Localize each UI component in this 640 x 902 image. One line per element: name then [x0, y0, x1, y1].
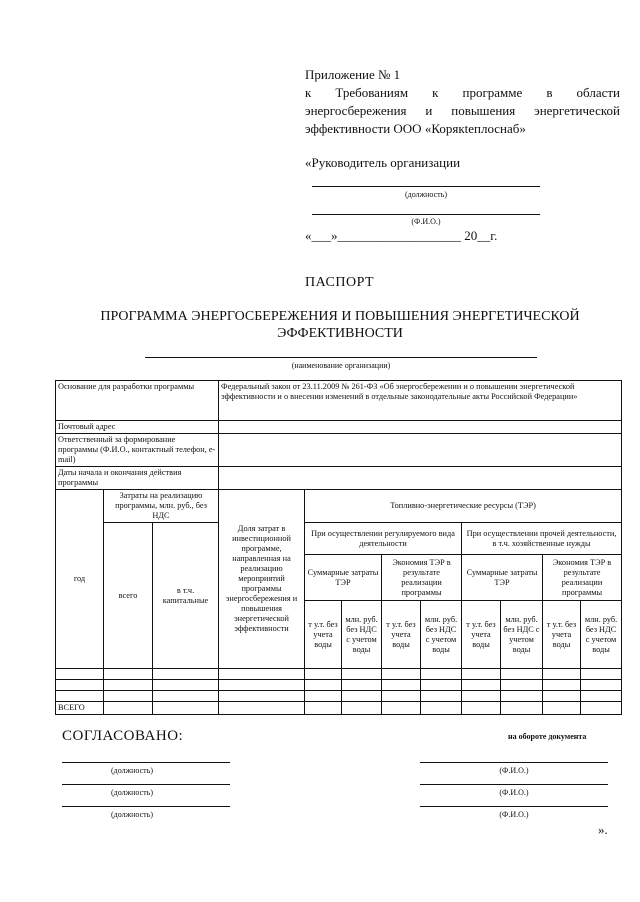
unit-tut: т у.т. без учета воды — [305, 601, 342, 669]
total-header: всего — [104, 523, 153, 669]
position-caption: (должность) — [111, 788, 153, 797]
fer-header: Топливно-энергетические ресурсы (ТЭР) — [305, 490, 622, 523]
sum-costs-header: Суммарные затраты ТЭР — [462, 555, 543, 601]
position-caption: (должность) — [111, 766, 153, 775]
unit-rub: млн. руб. без НДС с учетом воды — [342, 601, 382, 669]
total-row — [56, 702, 622, 715]
signature-line — [62, 762, 230, 763]
closing-quote: ». — [598, 822, 608, 837]
savings-header: Экономия ТЭР в результате реализации программы — [543, 555, 622, 601]
table-row — [56, 680, 622, 691]
passport-heading: ПАСПОРТ — [305, 275, 375, 290]
appendix-line: эффективности ООО «Корякteплоснаб» — [305, 121, 526, 136]
approval-head: «Руководитель организации — [305, 155, 461, 170]
position-line — [312, 186, 540, 187]
title-line: ПРОГРАММА ЭНЕРГОСБЕРЕЖЕНИЯ И ПОВЫШЕНИЯ ЭНЕРГЕТИЧЕСКОЙ — [100, 309, 580, 324]
signature-line — [420, 806, 608, 807]
table-row — [56, 669, 622, 680]
invest-share-header: Доля затрат в инвестиционной программе, направленная на реализацию мероприятий программы энергосбережения и повышения энергетической эффективности — [219, 490, 305, 669]
info-label: Основание для разработки программы — [56, 381, 219, 421]
date-line: «___»___________________ 20__г. — [305, 228, 498, 243]
unit-tut: т у.т. без учета воды — [382, 601, 421, 669]
on-back-note: на обороте документа — [508, 732, 587, 741]
table-row — [56, 691, 622, 702]
appendix-number: Приложение № 1 — [305, 67, 401, 82]
document-title — [60, 308, 620, 342]
unit-tut: т у.т. без учета воды — [462, 601, 501, 669]
org-name-caption: (наименование организации) — [291, 361, 391, 370]
info-row — [56, 467, 622, 490]
info-row — [56, 381, 622, 421]
info-value: Федеральный закон от 23.11.2009 № 261-ФЗ «Об энергосбережении и о повышении энергетической эффективности и о внесении изменений в отдельные законодательные акты Российской Федерации» — [219, 381, 622, 421]
sum-costs-header: Суммарные затраты ТЭР — [305, 555, 382, 601]
appendix-line: к Требованиям к программе в области — [305, 85, 620, 100]
signature-line — [420, 762, 608, 763]
info-value[interactable] — [219, 421, 622, 434]
unit-tut: т у.т. без учета воды — [543, 601, 581, 669]
agreed-heading: СОГЛАСОВАНО: — [62, 728, 184, 744]
name-line — [312, 214, 540, 215]
info-label: Почтовый адрес — [56, 421, 219, 434]
signature-line — [62, 784, 230, 785]
title-line: ЭФФЕКТИВНОСТИ — [277, 326, 403, 341]
costs-header: Затраты на реализацию программы, млн. руб., без НДС — [104, 490, 219, 523]
info-label: Ответственный за формирование программы (Ф.И.О., контактный телефон, e-mail) — [56, 434, 219, 467]
savings-header: Экономия ТЭР в результате реализации программы — [382, 555, 462, 601]
appendix-block — [305, 66, 620, 138]
signature-line — [420, 784, 608, 785]
unit-rub: млн. руб. без НДС с учетом воды — [581, 601, 622, 669]
name-caption: (Ф.И.О.) — [499, 810, 529, 819]
unit-rub: млн. руб. без НДС с учетом воды — [421, 601, 462, 669]
appendix-line: энергосбережения и повышения энергетической — [305, 103, 620, 118]
org-name-line — [145, 357, 537, 358]
info-row — [56, 421, 622, 434]
info-value[interactable] — [219, 434, 622, 467]
signature-line — [62, 806, 230, 807]
info-row — [56, 434, 622, 467]
name-caption: (Ф.И.О.) — [499, 766, 529, 775]
unit-rub: млн. руб. без НДС с учетом воды — [501, 601, 543, 669]
capital-header: в т.ч. капитальные — [153, 523, 219, 669]
year-header: год — [56, 490, 104, 669]
other-activity-header: При осуществлении прочей деятельности, в т.ч. хозяйственные нужды — [462, 523, 622, 555]
name-caption: (Ф.И.О.) — [411, 217, 441, 226]
passport-table — [55, 380, 622, 715]
info-value[interactable] — [219, 467, 622, 490]
regulated-header: При осуществлении регулируемого вида деятельности — [305, 523, 462, 555]
position-caption: (должность) — [405, 190, 447, 199]
info-label: Даты начала и окончания действия программы — [56, 467, 219, 490]
name-caption: (Ф.И.О.) — [499, 788, 529, 797]
total-row-label: ВСЕГО — [56, 702, 104, 715]
position-caption: (должность) — [111, 810, 153, 819]
